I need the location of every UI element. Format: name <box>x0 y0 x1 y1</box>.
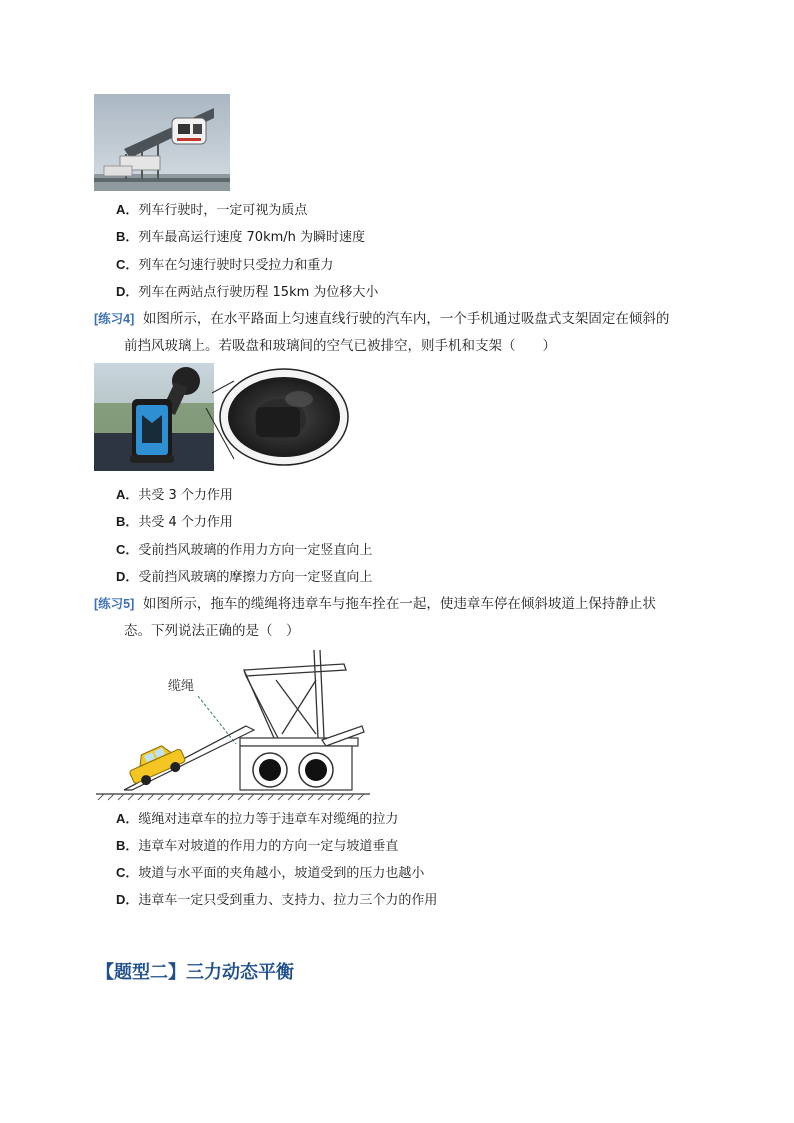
q4-question-line1: [练习4] 如图所示，在水平路面上匀速直线行驶的汽车内，一个手机通过吸盘式支架固定在倾斜的 <box>94 311 670 327</box>
cable-label: 缆绳 <box>168 679 195 694</box>
q3-option-d: D．列车在两站点行驶历程 15km 为位移大小 <box>116 284 379 300</box>
q4-tag: [练习4] <box>94 312 135 326</box>
q3-option-c: C．列车在匀速行驶时只受拉力和重力 <box>116 257 334 273</box>
q4-question-line2: 前挡风玻璃上。若吸盘和玻璃间的空气已被排空，则手机和支架（ ） <box>124 338 556 354</box>
q5-question-line1: [练习5] 如图所示，拖车的缆绳将违章车与拖车拴在一起，使违章车停在倾斜坡道上保持静止状 <box>94 596 656 612</box>
q5-option-d: D．违章车一定只受到重力、支持力、拉力三个力的作用 <box>116 892 438 908</box>
q4-option-d: D．受前挡风玻璃的摩擦力方向一定竖直向上 <box>116 569 373 585</box>
q5-option-c: C．坡道与水平面的夹角越小，坡道受到的压力也越小 <box>116 865 425 881</box>
q5-question-line2: 态。下列说法正确的是（ ） <box>124 623 300 639</box>
section-heading: 【题型二】三力动态平衡 <box>96 962 294 983</box>
q3-option-a: A．列车行驶时，一定可视为质点 <box>116 202 308 218</box>
tow-truck-diagram <box>94 650 374 802</box>
q4-option-c: C．受前挡风玻璃的作用力方向一定竖直向上 <box>116 542 373 558</box>
q3-option-b: B．列车最高运行速度 70km/h 为瞬时速度 <box>116 229 366 245</box>
q5-option-b: B．违章车对坡道的作用力的方向一定与坡道垂直 <box>116 838 399 854</box>
monorail-photo <box>94 94 230 191</box>
q5-option-a: A．缆绳对违章车的拉力等于违章车对缆绳的拉力 <box>116 811 399 827</box>
q4-option-b: B．共受 4 个力作用 <box>116 514 233 530</box>
q5-tag: [练习5] <box>94 597 135 611</box>
q4-option-a: A．共受 3 个力作用 <box>116 487 233 503</box>
phone-holder-photo <box>94 363 356 471</box>
